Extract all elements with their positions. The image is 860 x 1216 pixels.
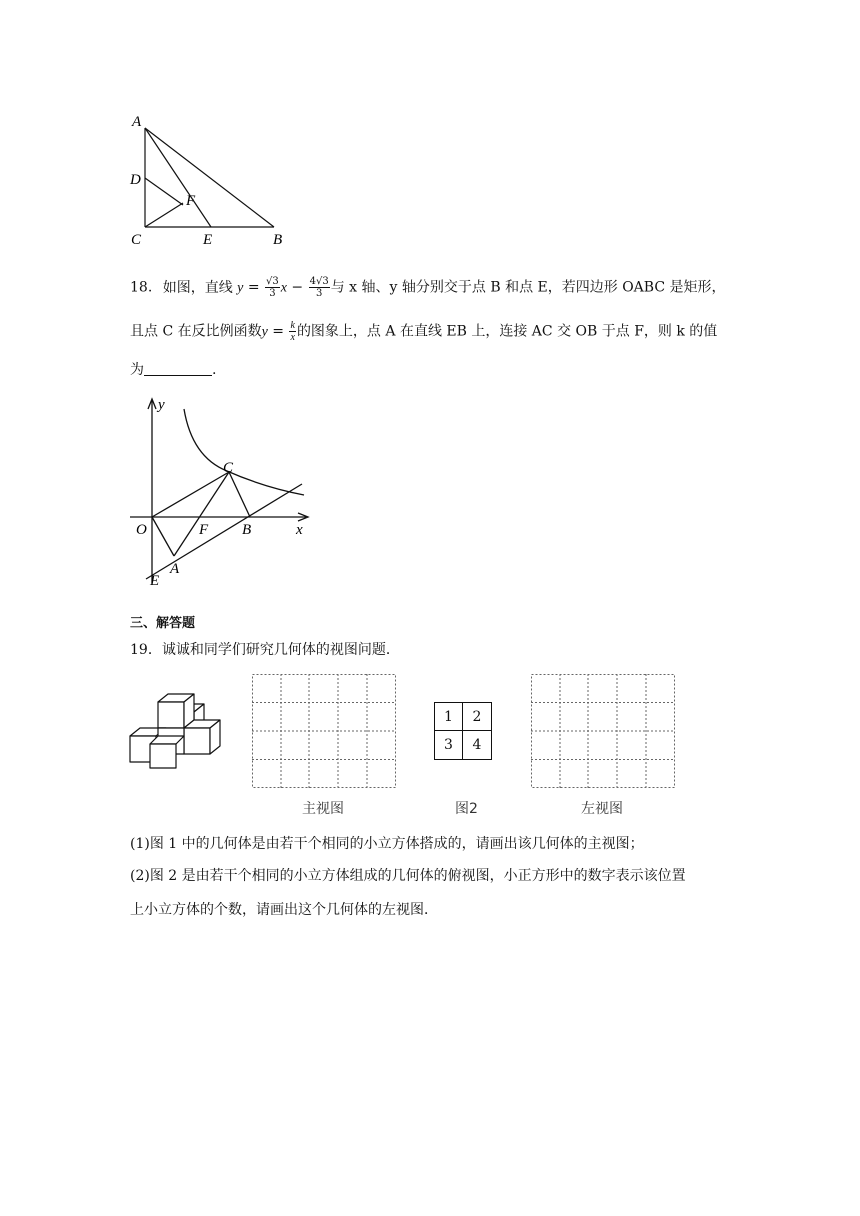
hyperbola-curve: [184, 409, 304, 495]
segment-df: [145, 178, 183, 205]
cell-number: 2: [472, 708, 482, 725]
q18-text-1: 如图，直线: [162, 279, 233, 296]
q18-frac2-den: 3: [315, 288, 323, 299]
q18-fraction-1: [265, 276, 280, 299]
label-a: A: [132, 114, 142, 130]
q18-frac1-den: 3: [269, 288, 276, 299]
top-view-cell: [435, 731, 463, 759]
q18-text-3: 且点 C 在反比例函数: [130, 323, 262, 340]
top-view-cell: [463, 703, 491, 731]
segment-cf: [145, 203, 183, 227]
segment-oa: [152, 517, 174, 556]
label-d: D: [130, 172, 141, 188]
label-c: C: [131, 232, 142, 248]
q18-fraction-2: [309, 276, 330, 299]
q18-text-6: .: [212, 362, 217, 378]
label-x: x: [296, 522, 303, 538]
coordinate-figure: [128, 395, 318, 590]
q18-text-4: 的图象上，点 A 在直线 EB 上，连接 AC 交 OB 于点 F，则 k 的值: [296, 323, 718, 340]
segment-ac: [174, 472, 229, 556]
front-view-caption: 主视图: [302, 801, 344, 817]
label-f: F: [186, 193, 196, 209]
label-y: y: [158, 397, 165, 413]
q18-frac2-num: 4√3: [309, 276, 329, 287]
label-c: C: [223, 460, 234, 476]
q19-sub2-line1: (2)图 2 是由若干个相同的小立方体组成的几何体的俯视图，小正方形中的数字表示该位置: [130, 868, 686, 884]
cell-number: 3: [444, 737, 453, 753]
q18-frac3-den: x: [290, 332, 295, 343]
q18-line3: [130, 360, 216, 380]
segment-oc: [152, 472, 229, 517]
segment-ab: [145, 128, 274, 227]
top-view-cell: [435, 703, 463, 731]
q18-eq2-eq: =: [267, 323, 289, 340]
top-view-cell: [463, 731, 491, 759]
q18-eq-eq: =: [243, 279, 265, 296]
cell-number: 1: [444, 708, 453, 725]
segment-ae: [145, 128, 211, 227]
q18-eq-minus: −: [286, 279, 308, 296]
q19-sub1: (1)图 1 中的几何体是由若干个相同的小立方体搭成的，请画出该几何体的主视图；: [130, 836, 644, 852]
section-heading: 三、解答题: [130, 616, 196, 631]
q19-stem: 19．诚诚和同学们研究几何体的视图问题．: [130, 642, 400, 658]
label-b: B: [242, 522, 252, 538]
fig2-caption: 图2: [455, 801, 478, 817]
left-view-caption: 左视图: [581, 801, 623, 817]
q19-sub2-line2: 上小立方体的个数，请画出这个几何体的左视图．: [130, 902, 438, 918]
label-e: E: [203, 232, 213, 248]
q18-text-2: 与 x 轴、y 轴分别交于点 B 和点 E，若四边形 OABC 是矩形，: [330, 279, 726, 296]
q18-eq-x: x: [280, 280, 287, 296]
q18-frac3-num: k: [290, 320, 295, 331]
q18-fraction-3: [289, 320, 295, 343]
cube-stack-figure: [128, 688, 228, 770]
q18-frac1-num: √3: [266, 276, 279, 287]
q18-text-5: 为: [130, 362, 144, 378]
q18-line2: [130, 320, 717, 343]
answer-blank[interactable]: [144, 361, 212, 376]
triangle-figure: [125, 108, 295, 248]
label-o: O: [136, 522, 147, 538]
q18-line1: [130, 276, 726, 299]
left-view-grid[interactable]: [531, 674, 675, 788]
q18-eq-y: y: [237, 280, 244, 296]
q18-number: 18.: [130, 279, 153, 296]
label-b: B: [273, 232, 283, 248]
label-e: E: [150, 573, 160, 589]
cell-number: 4: [472, 737, 482, 753]
front-view-grid[interactable]: [252, 674, 396, 788]
label-f: F: [199, 522, 209, 538]
top-view-grid: [434, 702, 492, 760]
q18-eq2-y: y: [261, 324, 268, 340]
label-a: A: [170, 561, 180, 577]
